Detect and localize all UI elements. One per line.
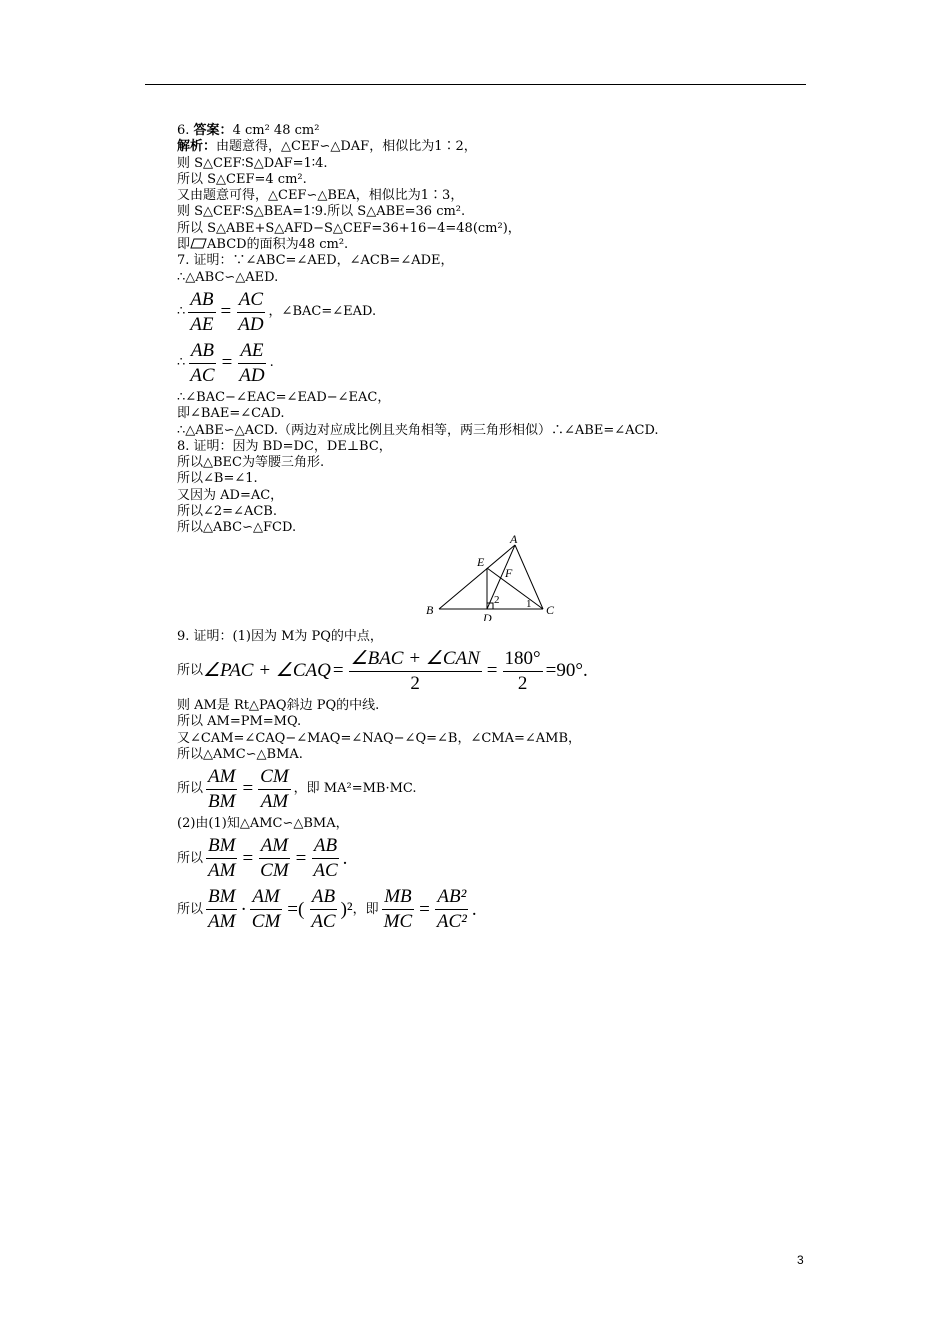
q8-line-6: 所以△ABC∽△FCD. bbox=[177, 520, 297, 536]
label-a: A bbox=[510, 532, 518, 546]
q6-line-3: 则 S△CEF∶S△DAF=1∶4. bbox=[177, 155, 328, 171]
fraction: $\frac{AB}{AE}$ bbox=[190, 288, 214, 335]
q7-ratio-1-tail: ，∠BAC=∠EAD. bbox=[268, 304, 377, 320]
q6-analysis-label: 解析： bbox=[177, 139, 217, 155]
fraction: $\frac{\text{AB²}}{\text{AC²}}$ bbox=[436, 886, 467, 933]
q7-therefore-1: ∴ bbox=[177, 304, 186, 320]
q9-ratio-3-mid: ，即 bbox=[352, 901, 379, 917]
fraction: $\frac{BM}{AM}$ bbox=[208, 886, 236, 933]
fraction: $\frac{180^\circ}{2}$ bbox=[504, 647, 541, 694]
q7-line-3: ∴∠BAC−∠EAC=∠EAD−∠EAC， bbox=[177, 389, 391, 405]
q8-line-1: 8. 证明：因为 BD=DC，DE⊥BC， bbox=[177, 438, 392, 454]
q6-line-8-prefix: 即 bbox=[177, 237, 191, 253]
triangle-figure bbox=[177, 532, 817, 629]
q9-angle-sum: 所以 ∠PAC + ∠CAQ = $\frac{\text{∠BAC + ∠CAN}}{2}$ = $\frac{180^\circ}{2}$ =90°. bbox=[177, 647, 588, 694]
fraction: $\frac{AB}{AC}$ bbox=[190, 339, 215, 386]
q6-line-5: 又由题意可得，△CEF∽△BEA，相似比为1∶3， bbox=[177, 188, 464, 204]
fraction: $\frac{MB}{MC}$ bbox=[383, 886, 413, 933]
q6-answer-value: 4 cm² 48 cm² bbox=[232, 123, 320, 138]
q7-ratio-2-tail: . bbox=[269, 355, 274, 371]
q9-angle-lhs: ∠PAC + ∠CAQ bbox=[203, 660, 331, 682]
fraction: $\frac{AM}{CM}$ bbox=[260, 835, 289, 882]
fraction: $\frac{BM}{AM}$ bbox=[208, 835, 236, 882]
q7-therefore-2: ∴ bbox=[177, 355, 186, 371]
q9-line-1: 9. 证明：(1)因为 M为 PQ的中点， bbox=[177, 628, 383, 644]
q6-number: 6. bbox=[177, 123, 190, 138]
label-d: D bbox=[483, 610, 492, 621]
q9-line-2: 则 AM是 Rt△PAQ斜边 PQ的中线. bbox=[177, 697, 380, 713]
q7-line-2: ∴△ABC∽△AED. bbox=[177, 269, 279, 285]
q9-so-4: 所以 bbox=[177, 901, 204, 917]
q8-line-2: 所以△BEC为等腰三角形. bbox=[177, 455, 325, 471]
q9-line-6: (2)由(1)知△AMC∽△BMA， bbox=[177, 816, 349, 832]
q6-line-4: 所以 S△CEF=4 cm². bbox=[177, 171, 307, 187]
q6-analysis-text: 由题意得，△CEF∽△DAF，相似比为1∶2， bbox=[216, 139, 477, 155]
fraction: $\frac{AB}{AC}$ bbox=[311, 886, 336, 933]
q6-line-8 bbox=[177, 237, 817, 253]
fraction: $\frac{AM}{CM}$ bbox=[251, 886, 281, 933]
q9-so-2: 所以 bbox=[177, 781, 204, 797]
header-rule bbox=[145, 84, 806, 85]
triangle-diagram bbox=[424, 533, 564, 621]
fraction: $\frac{AC}{AD}$ bbox=[238, 288, 264, 335]
q9-line-3: 所以 AM=PM=MQ. bbox=[177, 714, 302, 730]
q9-angle-result: =90°. bbox=[545, 660, 588, 682]
fraction: $\frac{CM}{AM}$ bbox=[260, 766, 289, 813]
q7-ratio-1: ∴ $\frac{AB}{AE}$ = $\frac{AC}{AD}$ ，∠BAC=∠EAD. bbox=[177, 288, 377, 335]
fraction: $\frac{AE}{AD}$ bbox=[239, 339, 265, 386]
label-angle-1: 1 bbox=[526, 597, 532, 610]
q6-analysis-line bbox=[177, 139, 817, 155]
q6-line-6: 则 S△CEF∶S△BEA=1∶9.所以 S△ABE=36 cm². bbox=[177, 204, 466, 220]
q9-so-1: 所以 bbox=[177, 663, 204, 679]
q7-line-1: 7. 证明：∵∠ABC=∠AED，∠ACB=∠ADE， bbox=[177, 253, 454, 269]
q6-answer-label: 答案： bbox=[193, 123, 233, 138]
label-f: F bbox=[505, 565, 513, 580]
page-number: 3 bbox=[797, 1253, 804, 1267]
q6-line-8-suffix: ABCD的面积为48 cm². bbox=[207, 237, 349, 253]
q8-line-5: 所以∠2=∠ACB. bbox=[177, 504, 277, 520]
label-c: C bbox=[546, 602, 555, 617]
label-b: B bbox=[426, 602, 434, 617]
label-e: E bbox=[477, 554, 485, 569]
q7-ratio-2: ∴ $\frac{AB}{AC}$ = $\frac{AE}{AD}$ . bbox=[177, 339, 274, 386]
q9-so-3: 所以 bbox=[177, 850, 204, 866]
fraction: $\frac{\text{∠BAC + ∠CAN}}{2}$ bbox=[350, 647, 480, 694]
q7-line-5: ∴△ABE∽△ACD.（两边对应成比例且夹角相等，两三角形相似）∴∠ABE=∠ACD. bbox=[177, 422, 659, 438]
q9-ratio-2: 所以 $\frac{BM}{AM}$ = $\frac{AM}{CM}$ = $\frac{AB}{AC}$ . bbox=[177, 835, 348, 882]
q8-line-4: 又因为 AD=AC， bbox=[177, 487, 284, 503]
q6-line-7: 所以 S△ABE+S△AFD−S△CEF=36+16−4=48(cm²)， bbox=[177, 220, 521, 236]
q7-line-4: 即∠BAE=∠CAD. bbox=[177, 406, 285, 422]
fraction: $\frac{AM}{BM}$ bbox=[208, 766, 236, 813]
q9-ratio-3: 所以 $\frac{BM}{AM}$ · $\frac{AM}{CM}$ =( $\frac{AB}{AC}$ )² ，即 $\frac{MB}{MC}$ = $\frac{\text{AB²}}{\text{AC²}}$ . bbox=[177, 886, 477, 933]
q9-line-4: 又∠CAM=∠CAQ−∠MAQ=∠NAQ−∠Q=∠B，∠CMA=∠AMB， bbox=[177, 730, 582, 746]
page-content bbox=[177, 123, 817, 936]
q9-line-5: 所以△AMC∽△BMA. bbox=[177, 746, 303, 762]
q9-ratio-1: 所以 $\frac{AM}{BM}$ = $\frac{CM}{AM}$ ，即 MA²=MB·MC. bbox=[177, 766, 417, 813]
q8-line-3: 所以∠B=∠1. bbox=[177, 471, 258, 487]
q6-answer-line bbox=[177, 123, 817, 139]
label-angle-2: 2 bbox=[494, 593, 500, 606]
fraction: $\frac{AB}{AC}$ bbox=[313, 835, 338, 882]
q9-ratio-1-tail: ，即 MA²=MB·MC. bbox=[293, 781, 417, 797]
parallelogram-icon bbox=[190, 238, 207, 249]
